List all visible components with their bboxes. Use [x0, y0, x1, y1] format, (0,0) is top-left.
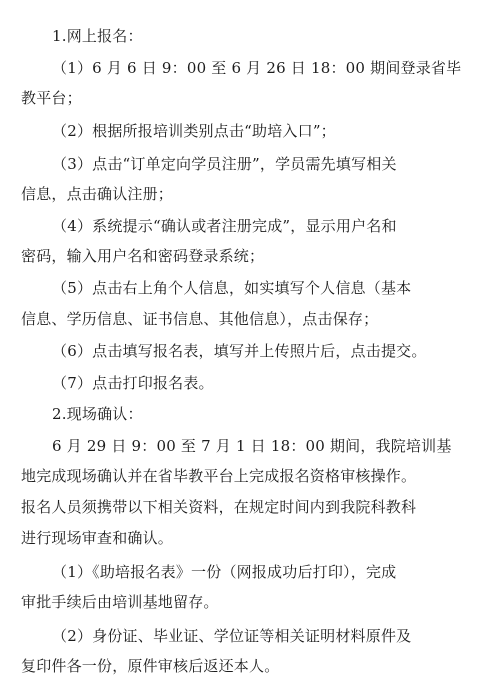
- paragraph-line: （4）系统提示“确认或者注册完成”，显示用户名和: [52, 217, 397, 235]
- paragraph-line: 教平台；: [21, 89, 82, 107]
- paragraph-line: 地完成现场确认并在省毕教平台上完成报名资格审核操作。: [21, 467, 417, 485]
- paragraph-line: （1）6 月 6 日 9：00 至 6 月 26 日 18：00 期间登录省毕: [52, 59, 462, 77]
- paragraph-line: 密码，输入用户名和密码登录系统；: [21, 247, 265, 265]
- paragraph-line: 信息、学历信息、证书信息、其他信息），点击保存；: [21, 310, 379, 328]
- paragraph-line: （1）《助培报名表》一份（网报成功后打印），完成: [52, 563, 397, 581]
- paragraph-line: （5）点击右上角个人信息，如实填写个人信息（基本: [52, 279, 412, 297]
- paragraph-line: 报名人员须携带以下相关资料，在规定时间内到我院科教科: [21, 498, 417, 516]
- paragraph-line: （6）点击填写报名表，填写并上传照片后，点击提交。: [52, 342, 427, 360]
- paragraph-line: 审批手续后由培训基地留存。: [21, 593, 219, 611]
- paragraph-line: 进行现场审查和确认。: [21, 529, 174, 547]
- paragraph-line: （7）点击打印报名表。: [52, 374, 214, 392]
- section-heading-online-registration: 1.网上报名：: [52, 27, 143, 45]
- paragraph-line: 6 月 29 日 9：00 至 7 月 1 日 18：00 期间，我院培训基: [52, 437, 452, 455]
- paragraph-line: （2）身份证、毕业证、学位证等相关证明材料原件及: [52, 627, 412, 645]
- paragraph-line: （2）根据所报培训类别点击“助培入口”；: [52, 122, 336, 140]
- paragraph-line: （3）点击“订单定向学员注册”，学员需先填写相关: [52, 155, 397, 173]
- section-heading-onsite-confirmation: 2.现场确认：: [52, 405, 143, 423]
- paragraph-line: 信息，点击确认注册；: [21, 185, 174, 203]
- paragraph-line: 复印件各一份，原件审核后返还本人。: [21, 657, 280, 675]
